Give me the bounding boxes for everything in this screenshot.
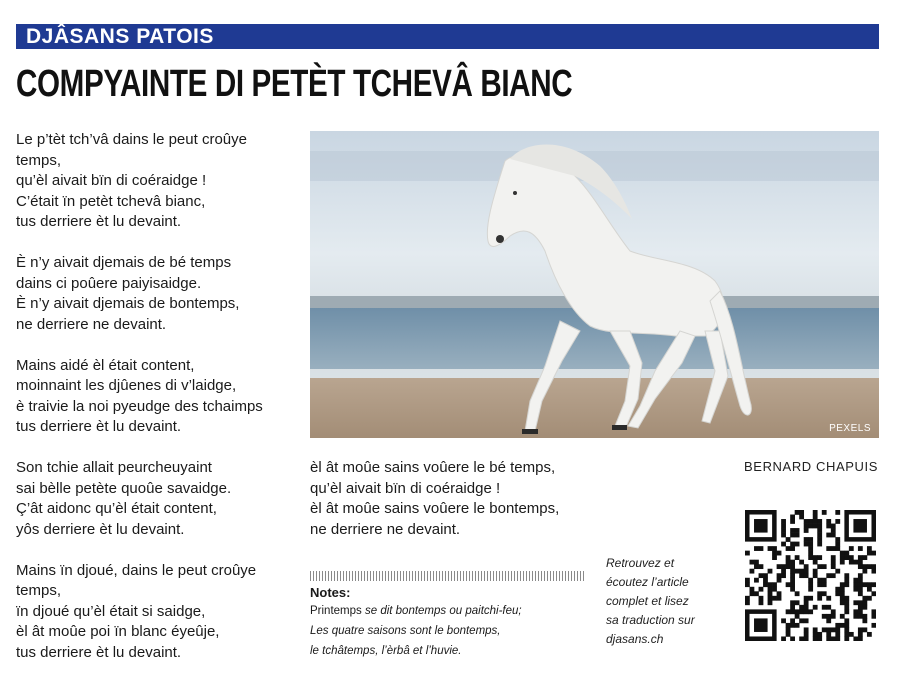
poem-line: qu’èl aivait bïn di coéraidge !	[310, 479, 501, 497]
photo-credit: PEXELS	[829, 423, 871, 434]
poem-line: Mains ïn djoué, dains le peut croûye	[16, 561, 257, 579]
qr-code-graphic	[745, 510, 876, 641]
notes-text: se dit bontemps ou paitchi-feu;	[361, 605, 522, 617]
poem-left-column	[16, 130, 296, 684]
poem-line: tus derriere èt lu devaint.	[16, 213, 182, 230]
section-label: DJÂSANS PATOIS	[26, 25, 214, 48]
poem-right-column	[310, 458, 600, 540]
poem-line: Son tchie allait peurcheuyaint	[16, 459, 212, 476]
poem-line: temps,	[16, 582, 62, 599]
poem-line: ne derriere ne devaint.	[16, 315, 167, 333]
poem-stanza	[16, 356, 296, 438]
poem-line: moinnaint les djûenes di v’laidge,	[16, 377, 237, 394]
poem-line: qu’èl aivait bïn di coéraidge !	[16, 172, 207, 189]
notes-term: Printemps	[310, 605, 362, 617]
poem-stanza	[16, 561, 296, 664]
notes-line: le tchâtemps, l’èrbâ et l’huvie.	[310, 645, 462, 657]
white-horse-on-beach-image	[310, 131, 879, 438]
poem-line: sai bèlle petète quoûe savaidge.	[16, 479, 232, 497]
poem-line: Le p’tèt tch’vâ dains le peut croûye	[16, 131, 247, 148]
notes-box	[310, 571, 590, 661]
section-banner	[16, 24, 879, 49]
poem-line: tus derriere èt lu devaint.	[16, 643, 182, 661]
poem-line: yôs derriere èt lu devaint.	[16, 520, 185, 538]
poem-line: ïn djoué qu’èl était si saidge,	[16, 602, 206, 620]
notes-title: Notes:	[310, 585, 351, 600]
poem-line: temps,	[16, 151, 62, 169]
promo-text	[606, 554, 736, 649]
notes-line: Les quatre saisons sont le bontemps,	[310, 625, 501, 637]
poem-line: è traivie la noi pyeudge des tchaimps	[16, 397, 263, 415]
poem-line: tus derriere èt lu devaint.	[16, 418, 182, 435]
poem-stanza	[16, 130, 296, 233]
poem-line: èl ât moûe sains voûere le bé temps,	[310, 459, 556, 476]
promo-line: complet et lisez	[606, 594, 689, 608]
author-name: BERNARD CHAPUIS	[744, 459, 878, 474]
poem-line: èl ât moûe poi ïn blanc éyeûje,	[16, 623, 220, 640]
notes-line	[310, 601, 590, 621]
poem-line: Mains aidé èl était content,	[16, 356, 195, 374]
horse-photo	[310, 131, 879, 438]
poem-stanza	[16, 458, 296, 540]
poem-stanza	[16, 253, 296, 335]
poem-line: È n’y aivait djemais de bontemps,	[16, 295, 240, 312]
poem-line: C’était ïn petèt tchevâ bianc,	[16, 192, 206, 210]
qr-code-icon[interactable]	[745, 510, 876, 641]
notes-divider	[310, 571, 586, 581]
poem-line: èl ât moûe sains voûere le bontemps,	[310, 500, 560, 517]
promo-link[interactable]: djasans.ch	[606, 632, 664, 646]
poem-line: ne derriere ne devaint.	[310, 520, 461, 538]
poem-line: È n’y aivait djemais de bé temps	[16, 254, 232, 271]
poem-line: dains ci poûere paiyisaidge.	[16, 274, 202, 292]
promo-line: sa traduction sur	[606, 613, 695, 627]
promo-line: écoutez l’article	[606, 575, 689, 589]
promo-line: Retrouvez et	[606, 556, 675, 570]
article-headline: COMPYAINTE DI PETÈT TCHEVÂ BIANC	[16, 63, 573, 105]
poem-line: Ç’ât aidonc qu’èl était content,	[16, 500, 217, 517]
